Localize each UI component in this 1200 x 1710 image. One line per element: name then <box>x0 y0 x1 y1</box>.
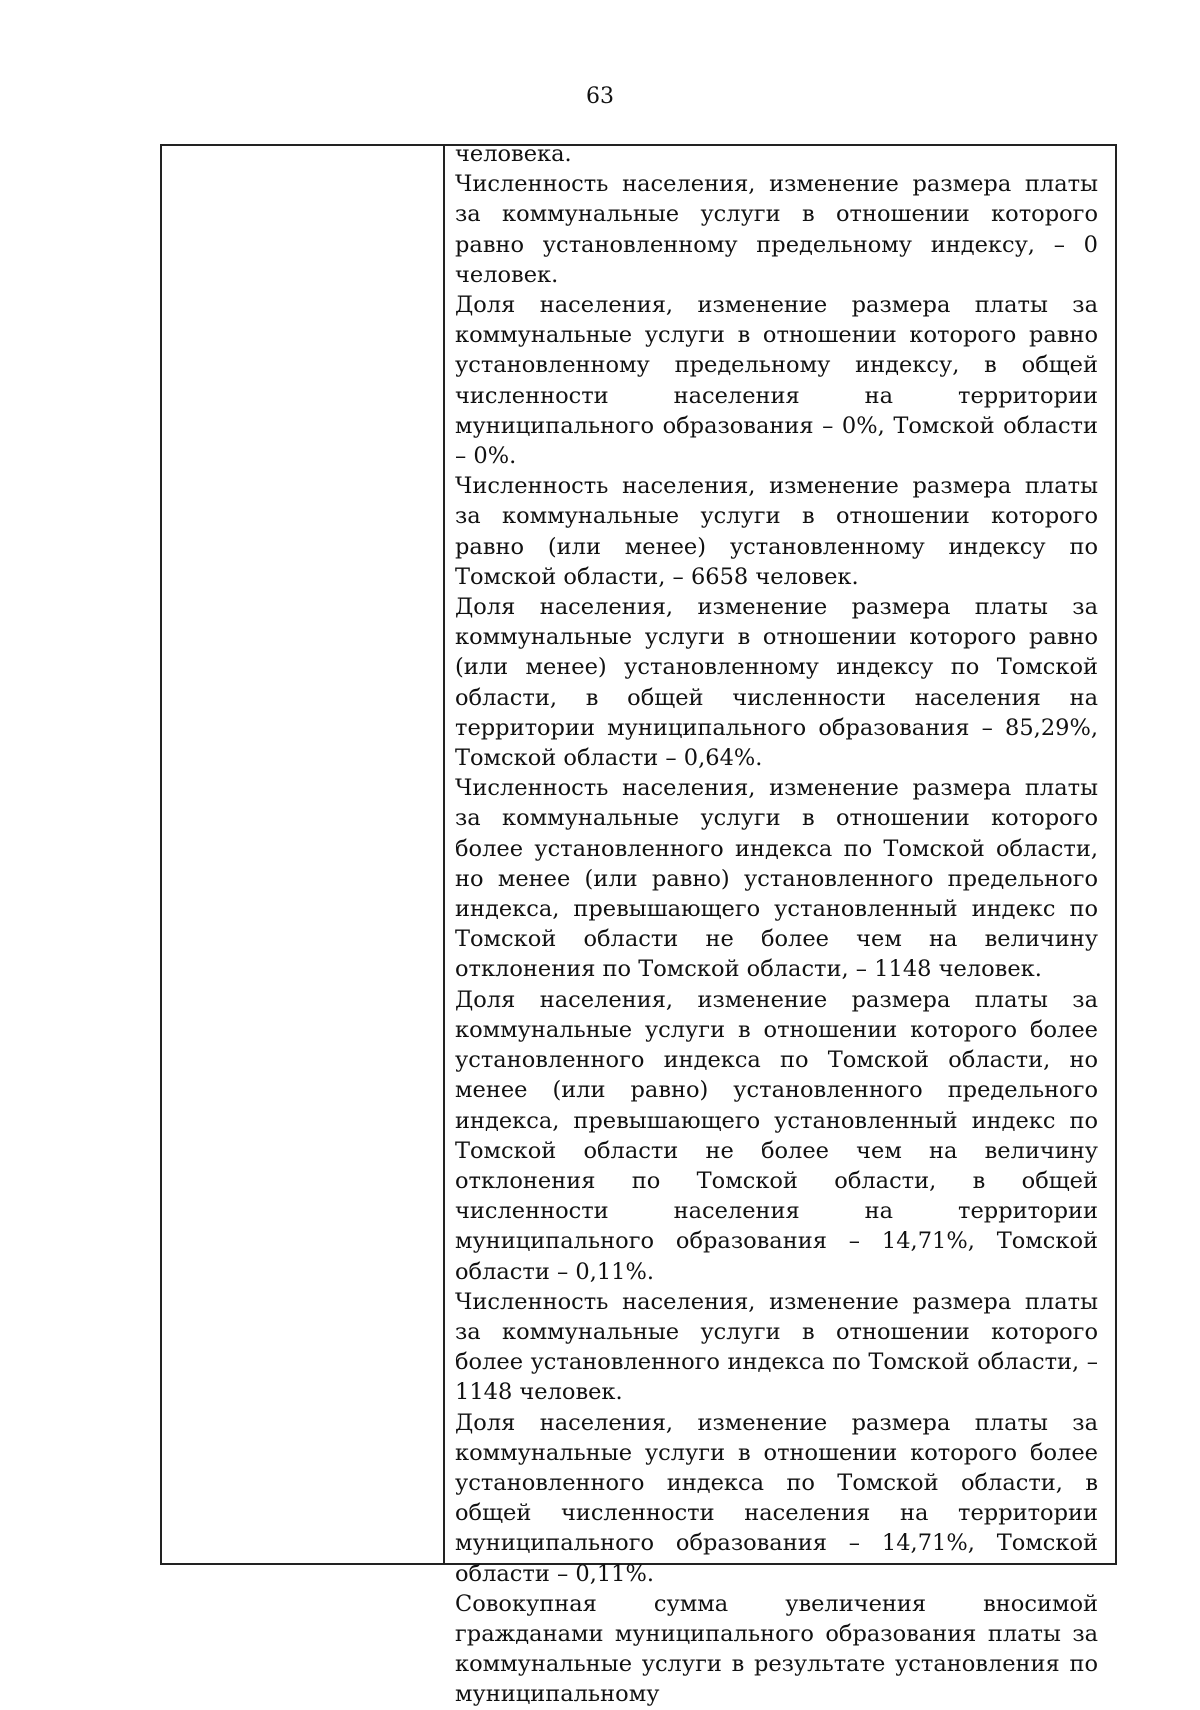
right-cell <box>455 139 1098 1708</box>
document-table <box>160 141 1117 1708</box>
paragraph: Численность населения, изменение размера платы за коммунальные услуги в отношении которого равно установленному предельному индексу, – 0 человек. <box>455 171 1098 288</box>
paragraph: Совокупная сумма увеличения вносимой гражданами муниципального образования платы за коммунальные услуги в результате установления по муниципальному <box>455 1590 1098 1708</box>
paragraph: Доля населения, изменение размера платы за коммунальные услуги в отношении которого более установленного индекса по Томской области, но менее (или равно) установленного предельного индекса, превышающего установленный индекс по Томской области не более чем на величину отклонения по Томской области, в общей численности населения на территории муниципального образования – 14,71%, Томской области – 0,11%. <box>455 986 1098 1285</box>
paragraph: человека. <box>455 141 572 167</box>
paragraph: Численность населения, изменение размера платы за коммунальные услуги в отношении которого равно (или менее) установленному индексу по Томской области, – 6658 человек. <box>455 473 1098 590</box>
paragraph: Численность населения, изменение размера платы за коммунальные услуги в отношении которого более установленного индекса по Томской области, но менее (или равно) установленного предельного индекса, превышающего установленный индекс по Томской области не более чем на величину отклонения по Томской области, – 1148 человек. <box>455 775 1098 983</box>
paragraph: Доля населения, изменение размера платы за коммунальные услуги в отношении которого равно (или менее) установленному индексу по Томской области, в общей численности населения на территории муниципального образования – 85,29%, Томской области – 0,64%. <box>455 594 1098 772</box>
paragraph: Численность населения, изменение размера платы за коммунальные услуги в отношении которого более установленного индекса по Томской области, – 1148 человек. <box>455 1288 1098 1406</box>
paragraph: Доля населения, изменение размера платы за коммунальные услуги в отношении которого более установленного индекса по Томской области, в общей численности населения на территории муниципального образования – 14,71%, Томской области – 0,11%. <box>455 1409 1098 1587</box>
page-number: 63 <box>586 84 614 109</box>
column-divider <box>443 146 445 1563</box>
paragraph: Доля населения, изменение размера платы за коммунальные услуги в отношении которого равно установленному предельному индексу, в общей численности населения на территории муниципального образования – 0%, Томской области – 0%. <box>455 292 1098 470</box>
